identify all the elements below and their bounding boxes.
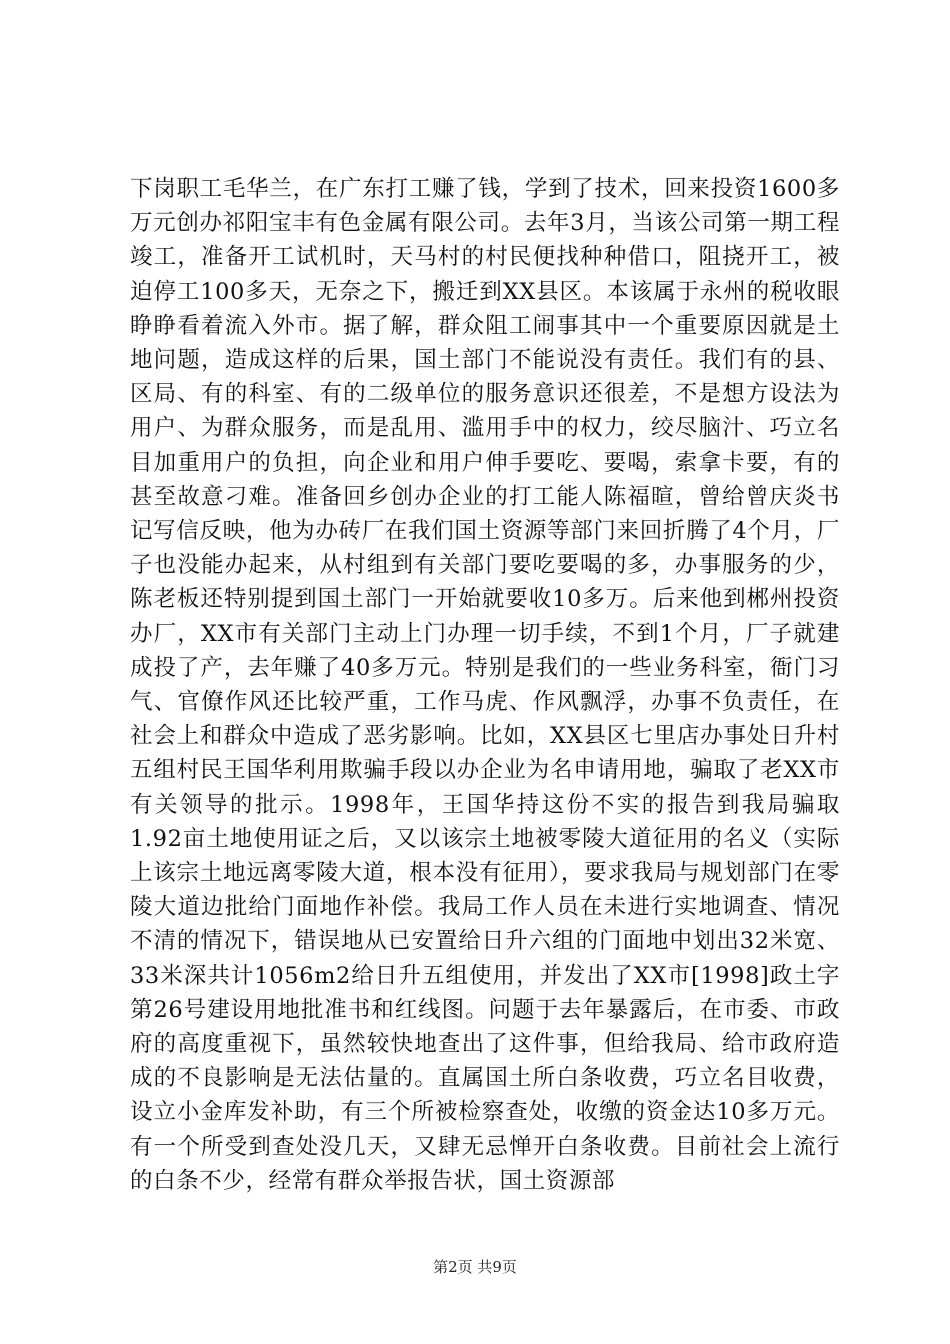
body-text-block <box>130 172 840 1198</box>
page-footer: 第2页 共9页 <box>433 1258 517 1276</box>
body-paragraph: 下岗职工毛华兰，在广东打工赚了钱，学到了技术，回来投资1600多万元创办祁阳宝丰有色金属有限公司。去年3月，当该公司第一期工程竣工，准备开工试机时，天马村的村民便找种种借口，阻挠开工，被迫停工100多天，无奈之下，搬迁到XX县区。本该属于永州的税收眼睁睁看着流入外市。据了解，群众阻工闹事其中一个重要原因就是土地问题，造成这样的后果，国土部门不能说没有责任。我们有的县、区局、有的科室、有的二级单位的服务意识还很差，不是想方设法为用户、为群众服务，而是乱用、滥用手中的权力，绞尽脑汁、巧立名目加重用户的负担，向企业和用户伸手要吃、要喝，索拿卡要，有的甚至故意刁难。准备回乡创办企业的打工能人陈福暄，曾给曾庆炎书记写信反映，他为办砖厂在我们国土资源等部门来回折腾了4个月，厂子也没能办起来，从村组到有关部门要吃要喝的多，办事服务的少，陈老板还特别提到国土部门一开始就要收10多万。后来他到郴州投资办厂，XX市有关部门主动上门办理一切手续，不到1个月，厂子就建成投了产，去年赚了40多万元。特别是我们的一些业务科室，衙门习气、官僚作风还比较严重，工作马虎、作风飘浮，办事不负责任，在社会上和群众中造成了恶劣影响。比如，XX县区七里店办事处日升村五组村民王国华利用欺骗手段以办企业为名申请用地，骗取了老XX市有关领导的批示。1998年，王国华持这份不实的报告到我局骗取1.92亩土地使用证之后，又以该宗土地被零陵大道征用的名义（实际上该宗土地远离零陵大道，根本没有征用），要求我局与规划部门在零陵大道边批给门面地作补偿。我局工作人员在未进行实地调查、情况不清的情况下，错误地从已安置给日升六组的门面地中划出32米宽、33米深共计1056m2给日升五组使用，并发出了XX市[1998]政土字第26号建设用地批准书和红线图。问题于去年暴露后，在市委、市政府的高度重视下，虽然较快地查出了这件事，但给我局、给市政府造成的不良影响是无法估量的。直属国土所白条收费，巧立名目收费，设立小金库发补助，有三个所被检察查处，收缴的资金达10多万元。有一个所受到查处没几天，又肆无忌惮开白条收费。目前社会上流行的白条不少，经常有群众举报告状，国土资源部 <box>130 176 840 1194</box>
